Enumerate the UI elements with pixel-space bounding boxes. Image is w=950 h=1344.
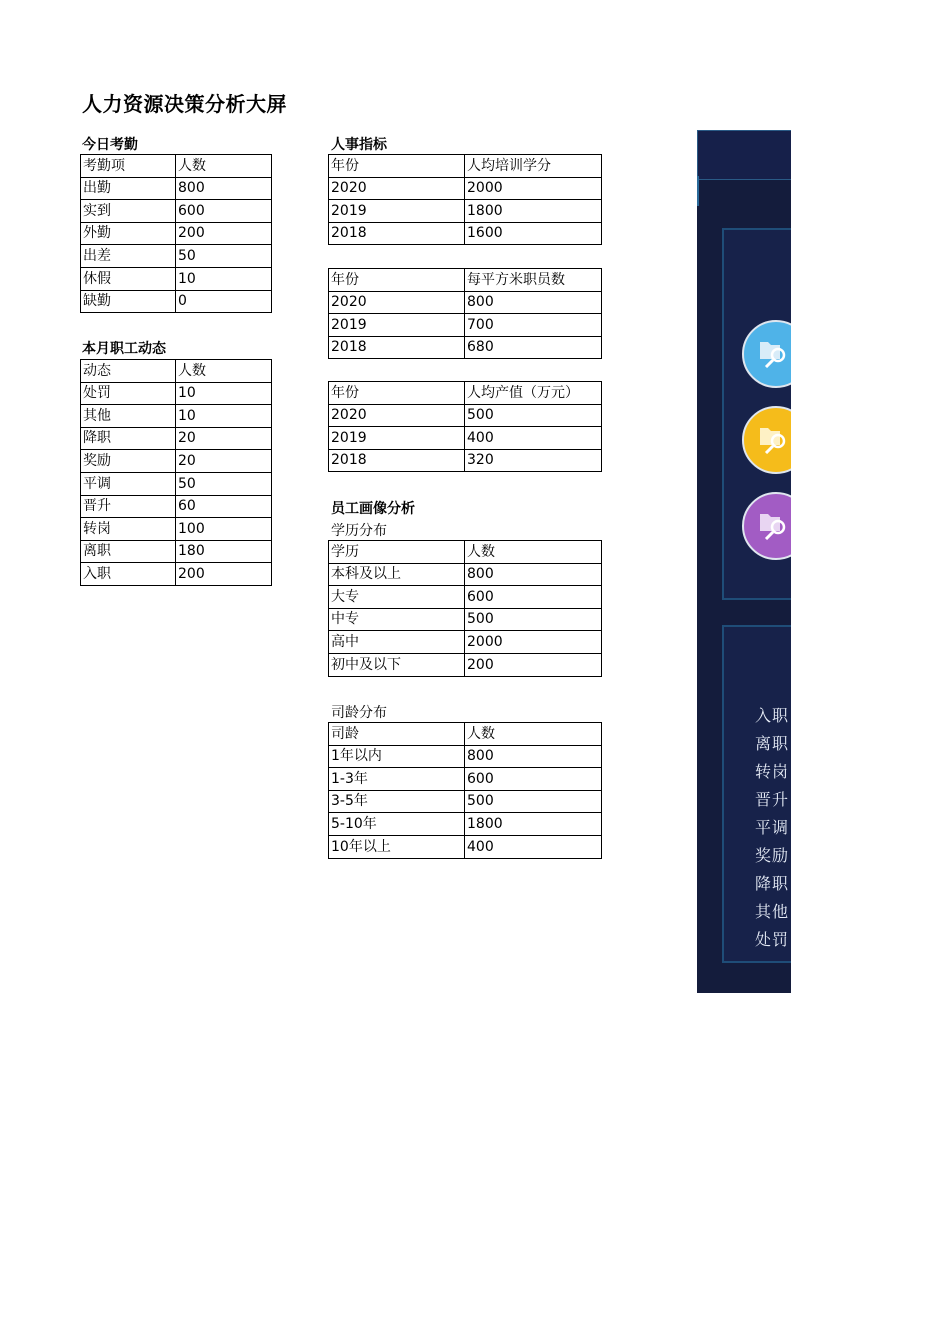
table-cell: 50 <box>176 245 272 268</box>
dashboard-panel <box>697 130 791 993</box>
table-cell: 其他 <box>81 405 176 428</box>
table-cell: 高中 <box>329 631 465 654</box>
table-row <box>81 472 272 495</box>
table-row <box>81 450 272 473</box>
table-cell: 每平方米职员数 <box>465 269 602 292</box>
table-header-row <box>329 269 602 292</box>
density-table <box>328 268 602 359</box>
table-row <box>329 449 602 472</box>
table-cell: 晋升 <box>81 495 176 518</box>
output-table <box>328 381 602 472</box>
table-header-row <box>81 155 272 178</box>
table-cell: 2018 <box>329 336 465 359</box>
profile-heading: 员工画像分析 <box>331 501 415 517</box>
table-cell: 大专 <box>329 586 465 609</box>
page-title: 人力资源决策分析大屏 <box>82 92 287 116</box>
table-cell: 500 <box>465 790 602 813</box>
table-cell: 0 <box>176 290 272 313</box>
table-cell: 800 <box>465 563 602 586</box>
table-cell: 600 <box>176 200 272 223</box>
education-table <box>328 540 602 677</box>
chart-label: 奖励 <box>755 846 790 865</box>
table-header-row <box>329 382 602 405</box>
table-row <box>81 540 272 563</box>
table-row <box>81 200 272 223</box>
table-cell: 降职 <box>81 427 176 450</box>
table-row <box>81 495 272 518</box>
table-cell: 10 <box>176 382 272 405</box>
table-row <box>81 290 272 313</box>
table-cell: 学历 <box>329 541 465 564</box>
table-cell: 人数 <box>465 541 602 564</box>
table-cell: 60 <box>176 495 272 518</box>
chart-label: 离职 <box>755 734 790 753</box>
education-caption: 学历分布 <box>331 523 387 539</box>
table-cell: 2018 <box>329 449 465 472</box>
table-cell: 200 <box>465 653 602 676</box>
chart-label: 晋升 <box>755 790 790 809</box>
table-cell: 动态 <box>81 360 176 383</box>
table-cell: 司龄 <box>329 723 465 746</box>
table-cell: 800 <box>465 291 602 314</box>
table-cell: 年份 <box>329 269 465 292</box>
table-cell: 500 <box>465 404 602 427</box>
table-row <box>329 745 602 768</box>
table-cell: 500 <box>465 608 602 631</box>
dashboard-divider <box>697 176 699 206</box>
table-row <box>81 245 272 268</box>
table-row <box>329 200 602 223</box>
table-cell: 2000 <box>465 631 602 654</box>
tenure-table <box>328 722 602 859</box>
table-row <box>329 586 602 609</box>
table-row <box>329 813 602 836</box>
table-cell: 本科及以上 <box>329 563 465 586</box>
dynamics-heading: 本月职工动态 <box>82 341 166 357</box>
table-row <box>81 518 272 541</box>
table-cell: 处罚 <box>81 382 176 405</box>
table-row <box>329 222 602 245</box>
table-cell: 奖励 <box>81 450 176 473</box>
table-header-row <box>329 723 602 746</box>
table-row <box>329 404 602 427</box>
table-cell: 320 <box>465 449 602 472</box>
table-row <box>81 427 272 450</box>
table-cell: 入职 <box>81 563 176 586</box>
table-cell: 年份 <box>329 155 465 178</box>
table-row <box>329 291 602 314</box>
table-cell: 5-10年 <box>329 813 465 836</box>
table-row <box>329 631 602 654</box>
table-cell: 出勤 <box>81 177 176 200</box>
table-row <box>81 563 272 586</box>
table-cell: 100 <box>176 518 272 541</box>
table-cell: 200 <box>176 563 272 586</box>
table-cell: 2019 <box>329 200 465 223</box>
table-cell: 1600 <box>465 222 602 245</box>
chart-label: 处罚 <box>755 930 790 949</box>
table-header-row <box>329 155 602 178</box>
attendance-heading: 今日考勤 <box>82 137 138 153</box>
chart-label: 降职 <box>755 874 790 893</box>
table-cell: 600 <box>465 586 602 609</box>
table-cell: 50 <box>176 472 272 495</box>
table-cell: 3-5年 <box>329 790 465 813</box>
table-cell: 实到 <box>81 200 176 223</box>
table-row <box>329 768 602 791</box>
table-row <box>81 267 272 290</box>
table-cell: 休假 <box>81 267 176 290</box>
table-cell: 2018 <box>329 222 465 245</box>
table-row <box>329 790 602 813</box>
table-cell: 中专 <box>329 608 465 631</box>
table-cell: 10年以上 <box>329 835 465 858</box>
table-row <box>81 382 272 405</box>
table-cell: 人数 <box>465 723 602 746</box>
chart-label: 平调 <box>755 818 790 837</box>
table-cell: 2019 <box>329 427 465 450</box>
table-cell: 10 <box>176 267 272 290</box>
table-cell: 1年以内 <box>329 745 465 768</box>
table-cell: 200 <box>176 222 272 245</box>
table-cell: 2000 <box>465 177 602 200</box>
table-cell: 初中及以下 <box>329 653 465 676</box>
table-cell: 680 <box>465 336 602 359</box>
table-cell: 转岗 <box>81 518 176 541</box>
table-row <box>329 563 602 586</box>
table-cell: 2020 <box>329 177 465 200</box>
table-cell: 700 <box>465 314 602 337</box>
table-cell: 外勤 <box>81 222 176 245</box>
table-cell: 400 <box>465 427 602 450</box>
table-row <box>329 314 602 337</box>
table-cell: 1800 <box>465 813 602 836</box>
table-row <box>329 835 602 858</box>
table-cell: 1-3年 <box>329 768 465 791</box>
table-cell: 10 <box>176 405 272 428</box>
table-cell: 2020 <box>329 291 465 314</box>
table-row <box>81 177 272 200</box>
table-cell: 20 <box>176 450 272 473</box>
chart-label: 其他 <box>755 902 790 921</box>
table-cell: 人均培训学分 <box>465 155 602 178</box>
table-header-row <box>81 360 272 383</box>
table-cell: 20 <box>176 427 272 450</box>
table-row <box>81 405 272 428</box>
chart-label: 转岗 <box>755 762 790 781</box>
table-cell: 考勤项 <box>81 155 176 178</box>
dynamics-table <box>80 359 272 586</box>
table-cell: 离职 <box>81 540 176 563</box>
table-row <box>329 608 602 631</box>
table-cell: 出差 <box>81 245 176 268</box>
training-table <box>328 154 602 245</box>
chart-label: 入职 <box>755 706 790 725</box>
table-row <box>329 653 602 676</box>
tenure-caption: 司龄分布 <box>331 705 387 721</box>
dashboard-header <box>697 130 791 180</box>
attendance-table <box>80 154 272 313</box>
table-cell: 平调 <box>81 472 176 495</box>
table-row <box>329 427 602 450</box>
table-row <box>329 177 602 200</box>
table-cell: 180 <box>176 540 272 563</box>
table-cell: 1800 <box>465 200 602 223</box>
hr-metrics-heading: 人事指标 <box>331 137 387 153</box>
table-cell: 2019 <box>329 314 465 337</box>
table-header-row <box>329 541 602 564</box>
table-cell: 缺勤 <box>81 290 176 313</box>
table-cell: 2020 <box>329 404 465 427</box>
table-cell: 年份 <box>329 382 465 405</box>
table-cell: 800 <box>465 745 602 768</box>
table-cell: 800 <box>176 177 272 200</box>
table-row <box>81 222 272 245</box>
table-cell: 600 <box>465 768 602 791</box>
table-cell: 人数 <box>176 155 272 178</box>
table-cell: 人数 <box>176 360 272 383</box>
table-row <box>329 336 602 359</box>
table-cell: 人均产值（万元） <box>465 382 602 405</box>
table-cell: 400 <box>465 835 602 858</box>
